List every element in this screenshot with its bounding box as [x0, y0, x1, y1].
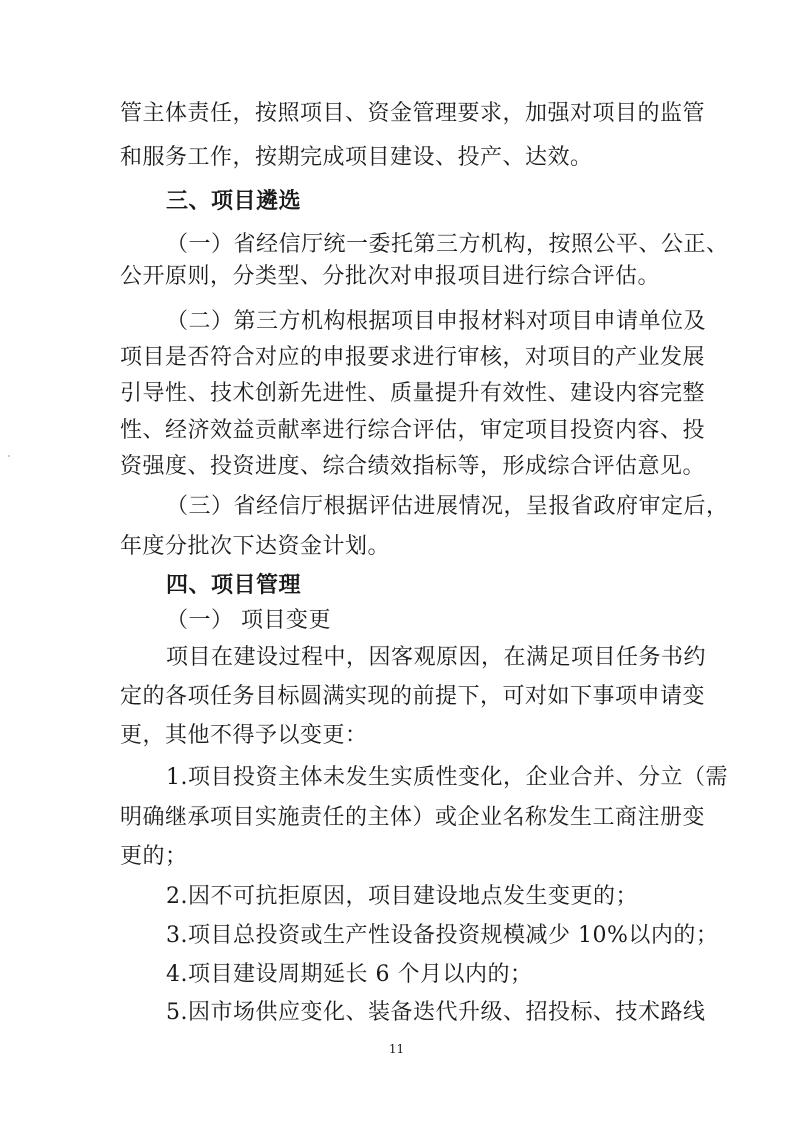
paragraph-line: 年度分批次下达资金计划。: [120, 534, 391, 559]
list-item-line: 明确继承项目实施责任的主体）或企业名称发生工商注册变: [120, 805, 706, 830]
paragraph-line: 性、经济效益贡献率进行综合评估，审定项目投资内容、投: [120, 418, 706, 443]
page-number: 11: [388, 1042, 405, 1056]
list-item-line: 更的；: [120, 844, 188, 869]
paragraph-line: 项目在建设过程中，因客观原因，在满足项目任务书约: [166, 645, 707, 670]
list-item-line: 4.项目建设周期延长 6 个月以内的；: [166, 962, 533, 987]
list-item-line: 3.项目总投资或生产性设备投资规模减少 10%以内的；: [166, 923, 719, 948]
paragraph-line: 资强度、投资进度、综合绩效指标等，形成综合评估意见。: [120, 454, 706, 479]
paragraph-line: 管主体责任，按照项目、资金管理要求，加强对项目的监管: [120, 101, 706, 126]
paragraph-line: 定的各项任务目标圆满实现的前提下，可对如下事项申请变: [120, 684, 706, 709]
paragraph-line: 和服务工作，按期完成项目建设、投产、达效。: [120, 145, 593, 170]
paragraph-line: （三）省经信厅根据评估进展情况，呈报省政府审定后，: [166, 494, 729, 519]
section-heading: 三、项目遴选: [166, 188, 302, 214]
paragraph-line: 公开原则，分类型、分批次对申报项目进行综合评估。: [120, 264, 661, 289]
paragraph-line: （二）第三方机构根据项目申报材料对项目申请单位及: [166, 309, 707, 334]
list-item-line: 1.项目投资主体未发生实质性变化，企业合并、分立（需: [166, 765, 728, 790]
list-item-line: 2.因不可抗拒原因，项目建设地点发生变更的；: [166, 884, 638, 909]
paragraph-line: 引导性、技术创新先进性、质量提升有效性、建设内容完整: [120, 381, 706, 406]
paragraph-line: （一）省经信厅统一委托第三方机构，按照公平、公正、: [166, 232, 729, 257]
paragraph-line: 项目是否符合对应的申报要求进行审核，对项目的产业发展: [120, 345, 706, 370]
scan-speck: [8, 455, 10, 457]
subsection-heading: （一） 项目变更: [166, 608, 331, 633]
section-heading: 四、项目管理: [166, 572, 302, 598]
paragraph-line: 更，其他不得予以变更：: [120, 723, 368, 748]
list-item-line: 5.因市场供应变化、装备迭代升级、招投标、技术路线: [166, 1000, 706, 1025]
